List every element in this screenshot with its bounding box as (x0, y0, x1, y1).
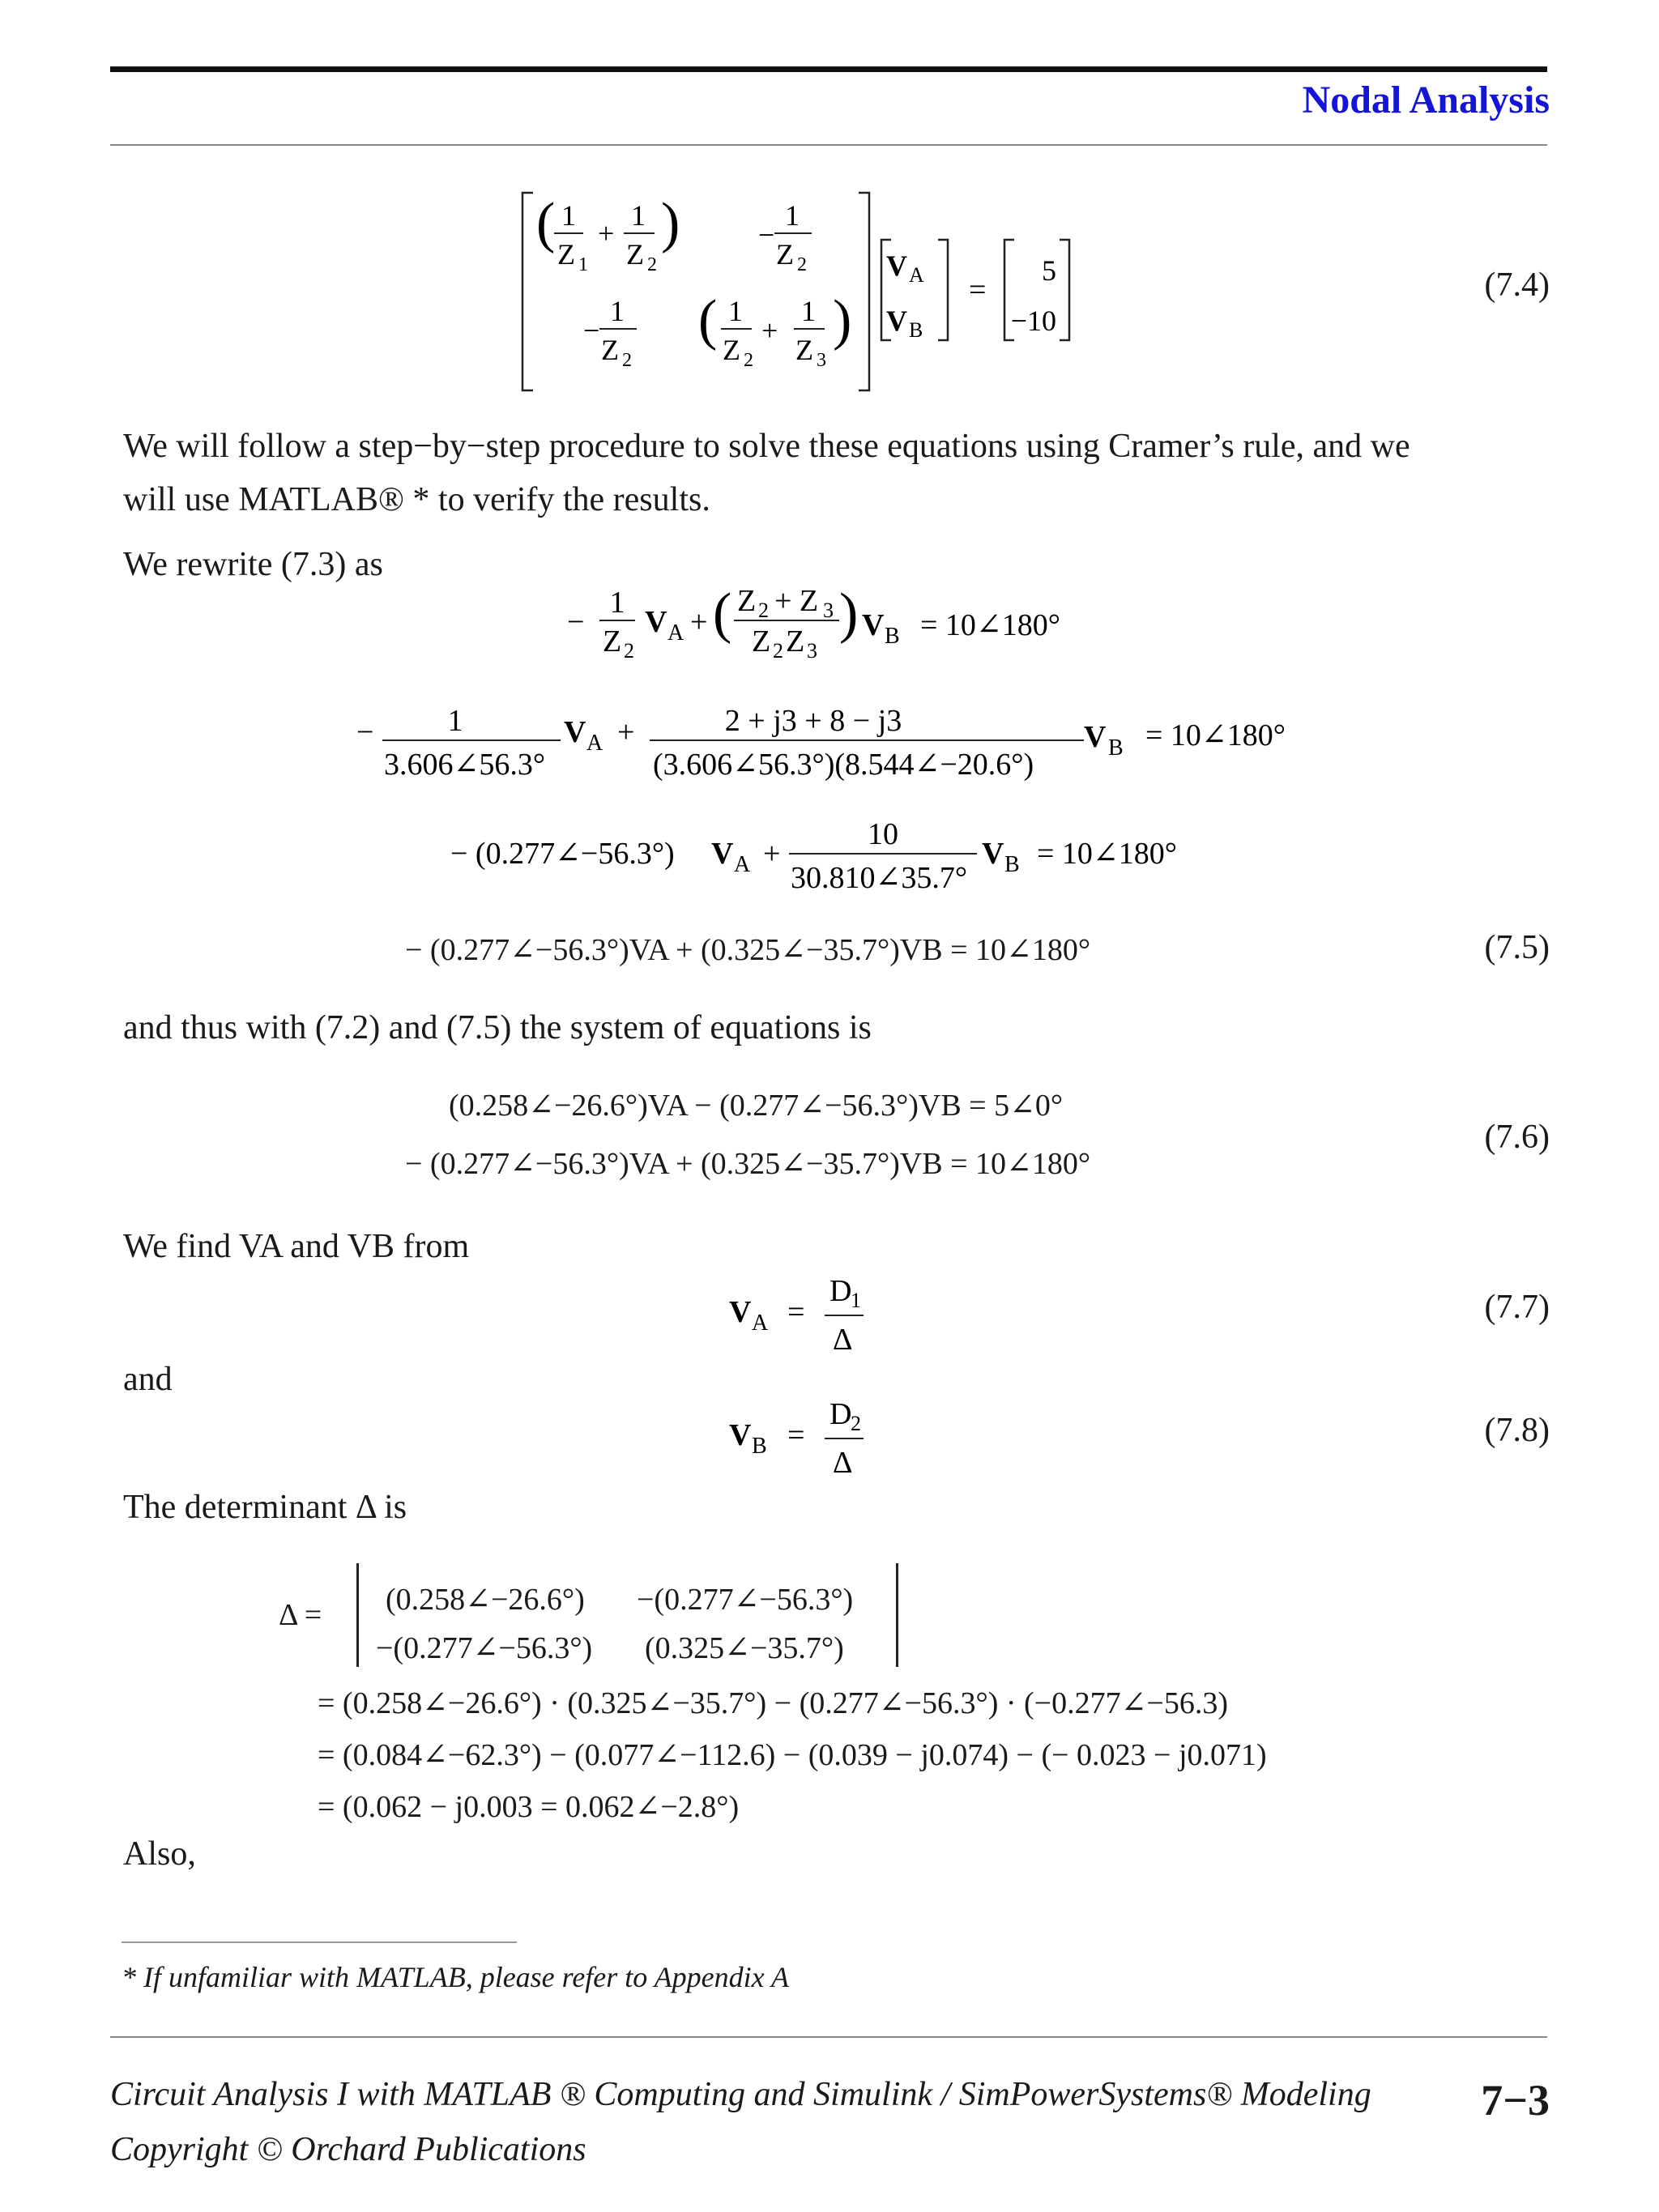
svg-text:= 10∠180°: = 10∠180° (1037, 837, 1177, 871)
svg-text:30.810∠35.7°: 30.810∠35.7° (791, 861, 968, 895)
svg-text:(: ( (698, 289, 718, 352)
paragraph: We rewrite (7.3) as (123, 546, 383, 583)
svg-text:1: 1 (631, 199, 646, 232)
svg-text:V: V (729, 1418, 752, 1452)
equation-7-6-row1: (0.258∠−26.6°)VA − (0.277∠−56.3°)VB = 5∠0° (449, 1089, 1064, 1123)
determinant-expansion-2: = (0.084∠−62.3°) − (0.077∠−112.6) − (0.039 − j0.074) − (− 0.023 − j0.071) (318, 1738, 1267, 1772)
footer-divider (110, 2036, 1547, 2038)
equation-number-7-4: (7.4) (1484, 266, 1550, 304)
svg-text:2: 2 (851, 1412, 861, 1435)
header-rule (110, 66, 1547, 72)
svg-text:=: = (969, 273, 987, 307)
svg-text:= 10∠180°: = 10∠180° (1145, 718, 1286, 752)
svg-text:V: V (886, 249, 907, 282)
matrix-entry-12 (758, 199, 812, 275)
svg-text:=: = (787, 1295, 805, 1329)
svg-text:−10: −10 (1010, 305, 1056, 337)
svg-text:Z: Z (752, 624, 771, 658)
svg-text:2: 2 (744, 350, 753, 371)
svg-text:2: 2 (797, 254, 807, 275)
equation-number-7-8: (7.8) (1484, 1412, 1550, 1449)
svg-text:V: V (564, 715, 586, 749)
svg-text:1: 1 (610, 295, 625, 327)
svg-text:A: A (667, 620, 684, 646)
svg-text:3: 3 (823, 599, 834, 622)
svg-text:5: 5 (1042, 254, 1056, 287)
svg-text:1: 1 (609, 586, 625, 620)
matrix-left-bracket (522, 193, 533, 390)
svg-text:(3.606∠56.3°)(8.544∠−20.6°): (3.606∠56.3°)(8.544∠−20.6°) (653, 748, 1034, 782)
footnote-rule (122, 1941, 517, 1943)
svg-text:V: V (886, 305, 907, 337)
svg-text:A: A (752, 1311, 769, 1336)
determinant-r1c2: −(0.277∠−56.3°) (637, 1583, 854, 1617)
determinant-r2c1: −(0.277∠−56.3°) (376, 1631, 593, 1665)
svg-text:Z: Z (723, 334, 740, 366)
svg-text:−: − (758, 219, 775, 251)
svg-text:): ) (833, 289, 852, 352)
svg-text:2: 2 (624, 639, 634, 663)
svg-text:2 + j3 + 8 − j3: 2 + j3 + 8 − j3 (724, 704, 902, 738)
determinant-expansion-1: = (0.258∠−26.6°) · (0.325∠−35.7°) − (0.277∠−56.3°) · (−0.277∠−56.3) (318, 1686, 1229, 1720)
svg-text:−: − (567, 605, 585, 639)
equation-number-7-7: (7.7) (1484, 1289, 1550, 1326)
paragraph: and thus with (7.2) and (7.5) the system of equations is (123, 1009, 872, 1046)
svg-text:1: 1 (801, 295, 816, 327)
svg-text:V: V (982, 837, 1004, 871)
footnote: * If unfamiliar with MATLAB, please refer to Appendix A (122, 1961, 789, 1993)
svg-text:3: 3 (807, 639, 817, 663)
svg-text:+: + (761, 314, 778, 347)
svg-text:(: ( (713, 582, 732, 645)
svg-text:−: − (583, 314, 600, 347)
determinant-lhs: Δ = (279, 1598, 322, 1632)
paragraph: and (123, 1361, 173, 1398)
svg-text:2: 2 (622, 350, 632, 371)
svg-text:1: 1 (785, 199, 800, 232)
footer-book-title: Circuit Analysis I with MATLAB ® Computing and Simulink / SimPowerSystems® Modeling (110, 2076, 1371, 2113)
equation-number-7-5: (7.5) (1484, 929, 1550, 966)
matrix-entry-21 (583, 295, 637, 371)
svg-text:Z: Z (626, 238, 644, 271)
paragraph-line: We will follow a step−by−step procedure to solve these equations using Cramer’s rule, and we (123, 428, 1410, 465)
running-header: Nodal Analysis (1302, 79, 1550, 121)
determinant-r2c2: (0.325∠−35.7°) (645, 1631, 844, 1665)
svg-text:+ Z: + Z (774, 584, 819, 618)
svg-text:1: 1 (578, 254, 588, 275)
equation-7-8 (729, 1387, 907, 1484)
svg-text:=: = (787, 1418, 805, 1452)
svg-text:): ) (661, 192, 680, 254)
svg-text:A: A (909, 263, 924, 287)
svg-text:1: 1 (561, 199, 576, 232)
svg-text:): ) (839, 582, 859, 645)
svg-text:B: B (885, 624, 900, 649)
equation-7-6-row2: − (0.277∠−56.3°)VA + (0.325∠−35.7°)VB = 10∠180° (405, 1147, 1091, 1181)
svg-text:10: 10 (868, 817, 898, 851)
svg-text:V: V (729, 1295, 752, 1329)
svg-text:3: 3 (817, 350, 826, 371)
svg-text:2: 2 (647, 254, 657, 275)
svg-text:Z: Z (557, 238, 575, 271)
paragraph-line: will use MATLAB® * to verify the results. (123, 481, 710, 518)
svg-text:Z: Z (776, 238, 794, 271)
footer-copyright: Copyright © Orchard Publications (110, 2131, 586, 2168)
svg-text:1: 1 (851, 1289, 861, 1312)
svg-text:Δ: Δ (833, 1446, 853, 1480)
svg-text:(: ( (536, 192, 556, 254)
svg-text:B: B (909, 318, 923, 342)
svg-text:− (0.277∠−56.3°): − (0.277∠−56.3°) (450, 837, 675, 871)
determinant-right-bar (896, 1563, 898, 1667)
svg-text:−: − (356, 715, 374, 749)
equation-line-b (356, 697, 1328, 794)
svg-text:Z: Z (795, 334, 813, 366)
svg-text:Z: Z (603, 624, 622, 658)
svg-text:V: V (711, 837, 734, 871)
paragraph: Also, (123, 1835, 196, 1873)
paragraph: The determinant Δ is (123, 1489, 407, 1526)
svg-text:+: + (598, 217, 615, 249)
svg-text:1: 1 (728, 295, 743, 327)
svg-text:V: V (1084, 720, 1107, 754)
matrix-right-bracket (859, 193, 869, 390)
svg-text:V: V (645, 605, 667, 639)
equation-7-5: − (0.277∠−56.3°)VA + (0.325∠−35.7°)VB = 10∠180° (405, 933, 1091, 967)
paragraph: We find VA and VB from (123, 1228, 470, 1265)
svg-text:+: + (690, 605, 708, 639)
svg-text:A: A (586, 731, 603, 756)
determinant-left-bar (356, 1563, 359, 1667)
equation-7-4 (518, 186, 1102, 397)
svg-text:B: B (1108, 735, 1124, 761)
svg-text:Z: Z (786, 624, 805, 658)
determinant-r1c1: (0.258∠−26.6°) (386, 1583, 585, 1617)
svg-text:3.606∠56.3°: 3.606∠56.3° (384, 748, 546, 782)
svg-text:Δ: Δ (833, 1323, 853, 1357)
svg-text:2: 2 (758, 599, 769, 622)
svg-text:B: B (752, 1434, 767, 1459)
page-number: 7−3 (1481, 2076, 1550, 2125)
equation-line-a (567, 567, 1118, 680)
equation-line-c (450, 810, 1260, 907)
svg-text:D: D (830, 1397, 852, 1431)
svg-text:2: 2 (773, 639, 783, 663)
determinant-expansion-3: = (0.062 − j0.003 = 0.062∠−2.8°) (318, 1790, 740, 1824)
svg-text:D: D (830, 1274, 852, 1308)
matrix-entry-22 (698, 289, 851, 371)
svg-text:Z: Z (601, 334, 619, 366)
svg-text:+: + (763, 837, 781, 871)
svg-text:A: A (734, 852, 751, 877)
svg-text:Z: Z (737, 584, 757, 618)
equation-7-7 (729, 1264, 907, 1361)
svg-text:= 10∠180°: = 10∠180° (920, 608, 1060, 642)
svg-text:1: 1 (447, 704, 463, 738)
svg-text:B: B (1004, 852, 1020, 877)
svg-text:+: + (617, 715, 635, 749)
header-divider (110, 144, 1547, 146)
svg-text:V: V (862, 608, 885, 642)
equation-number-7-6: (7.6) (1484, 1119, 1550, 1156)
matrix-entry-11 (536, 192, 680, 275)
